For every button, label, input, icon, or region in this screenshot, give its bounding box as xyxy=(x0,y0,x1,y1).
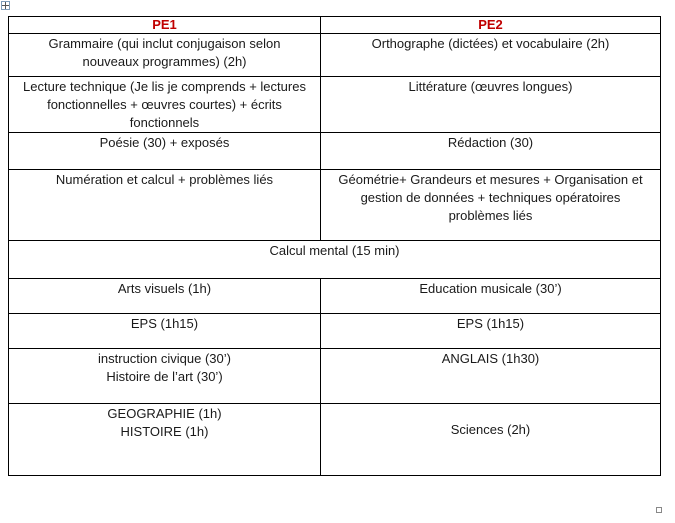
cell-line: Grammaire (qui inclut conjugaison selon xyxy=(48,36,281,51)
table-row xyxy=(9,77,661,133)
cell-line: Calcul mental (15 min) xyxy=(269,243,400,258)
cell-numeration xyxy=(9,170,321,241)
table-row xyxy=(9,241,661,279)
table-move-handle-icon[interactable] xyxy=(1,1,10,10)
table-resize-handle-icon[interactable] xyxy=(656,507,662,513)
cell-line: instruction civique (30’) xyxy=(98,351,231,366)
cell-litterature xyxy=(321,77,661,133)
cell-calcul-mental xyxy=(9,241,661,279)
cell-line: problèmes liés xyxy=(448,208,533,223)
table-header-row xyxy=(9,17,661,34)
cell-line: Géométrie+ Grandeurs et mesures + Organisation et xyxy=(338,172,643,187)
cell-line: HISTOIRE (1h) xyxy=(120,424,209,439)
cell-instruction-civique xyxy=(9,349,321,404)
header-pe1: PE1 xyxy=(9,17,321,34)
cell-geometrie xyxy=(321,170,661,241)
cell-orthographe xyxy=(321,34,661,77)
cell-line: Histoire de l’art (30’) xyxy=(106,369,223,384)
table-row xyxy=(9,170,661,241)
cell-line: nouveaux programmes) (2h) xyxy=(82,54,247,69)
cell-grammaire xyxy=(9,34,321,77)
cell-line: Rédaction (30) xyxy=(447,135,534,150)
table-row xyxy=(9,349,661,404)
cell-poesie xyxy=(9,133,321,170)
table-row xyxy=(9,34,661,77)
cell-line: Sciences (2h) xyxy=(450,422,531,437)
cell-sciences xyxy=(321,404,661,476)
cell-line: ANGLAIS (1h30) xyxy=(441,351,540,366)
cell-line: EPS (1h15) xyxy=(456,316,525,331)
cell-lecture xyxy=(9,77,321,133)
cell-line: Littérature (œuvres longues) xyxy=(408,79,573,94)
cell-line: Education musicale (30’) xyxy=(419,281,562,296)
cell-line: EPS (1h15) xyxy=(130,316,199,331)
cell-line: fonctionnelles + œuvres courtes) + écrits xyxy=(47,97,282,112)
cell-redaction xyxy=(321,133,661,170)
schedule-table xyxy=(8,16,661,476)
table-row xyxy=(9,279,661,314)
cell-line: Poésie (30) + exposés xyxy=(99,135,230,150)
cell-geographie-histoire xyxy=(9,404,321,476)
cell-line: GEOGRAPHIE (1h) xyxy=(107,406,222,421)
cell-line: gestion de données + techniques opératoires xyxy=(360,190,621,205)
cell-line: Orthographe (dictées) et vocabulaire (2h) xyxy=(371,36,610,51)
cell-arts-visuels xyxy=(9,279,321,314)
table-row xyxy=(9,314,661,349)
cell-anglais xyxy=(321,349,661,404)
cell-eps-pe2 xyxy=(321,314,661,349)
cell-eps-pe1 xyxy=(9,314,321,349)
table-row xyxy=(9,404,661,476)
cell-line: Arts visuels (1h) xyxy=(117,281,212,296)
cell-line: Numération et calcul + problèmes liés xyxy=(55,172,274,187)
table-row xyxy=(9,133,661,170)
cell-line: fonctionnels xyxy=(129,115,200,130)
cell-line: Lecture technique (Je lis je comprends + lectures xyxy=(23,79,306,94)
header-pe2: PE2 xyxy=(321,17,661,34)
cell-education-musicale xyxy=(321,279,661,314)
